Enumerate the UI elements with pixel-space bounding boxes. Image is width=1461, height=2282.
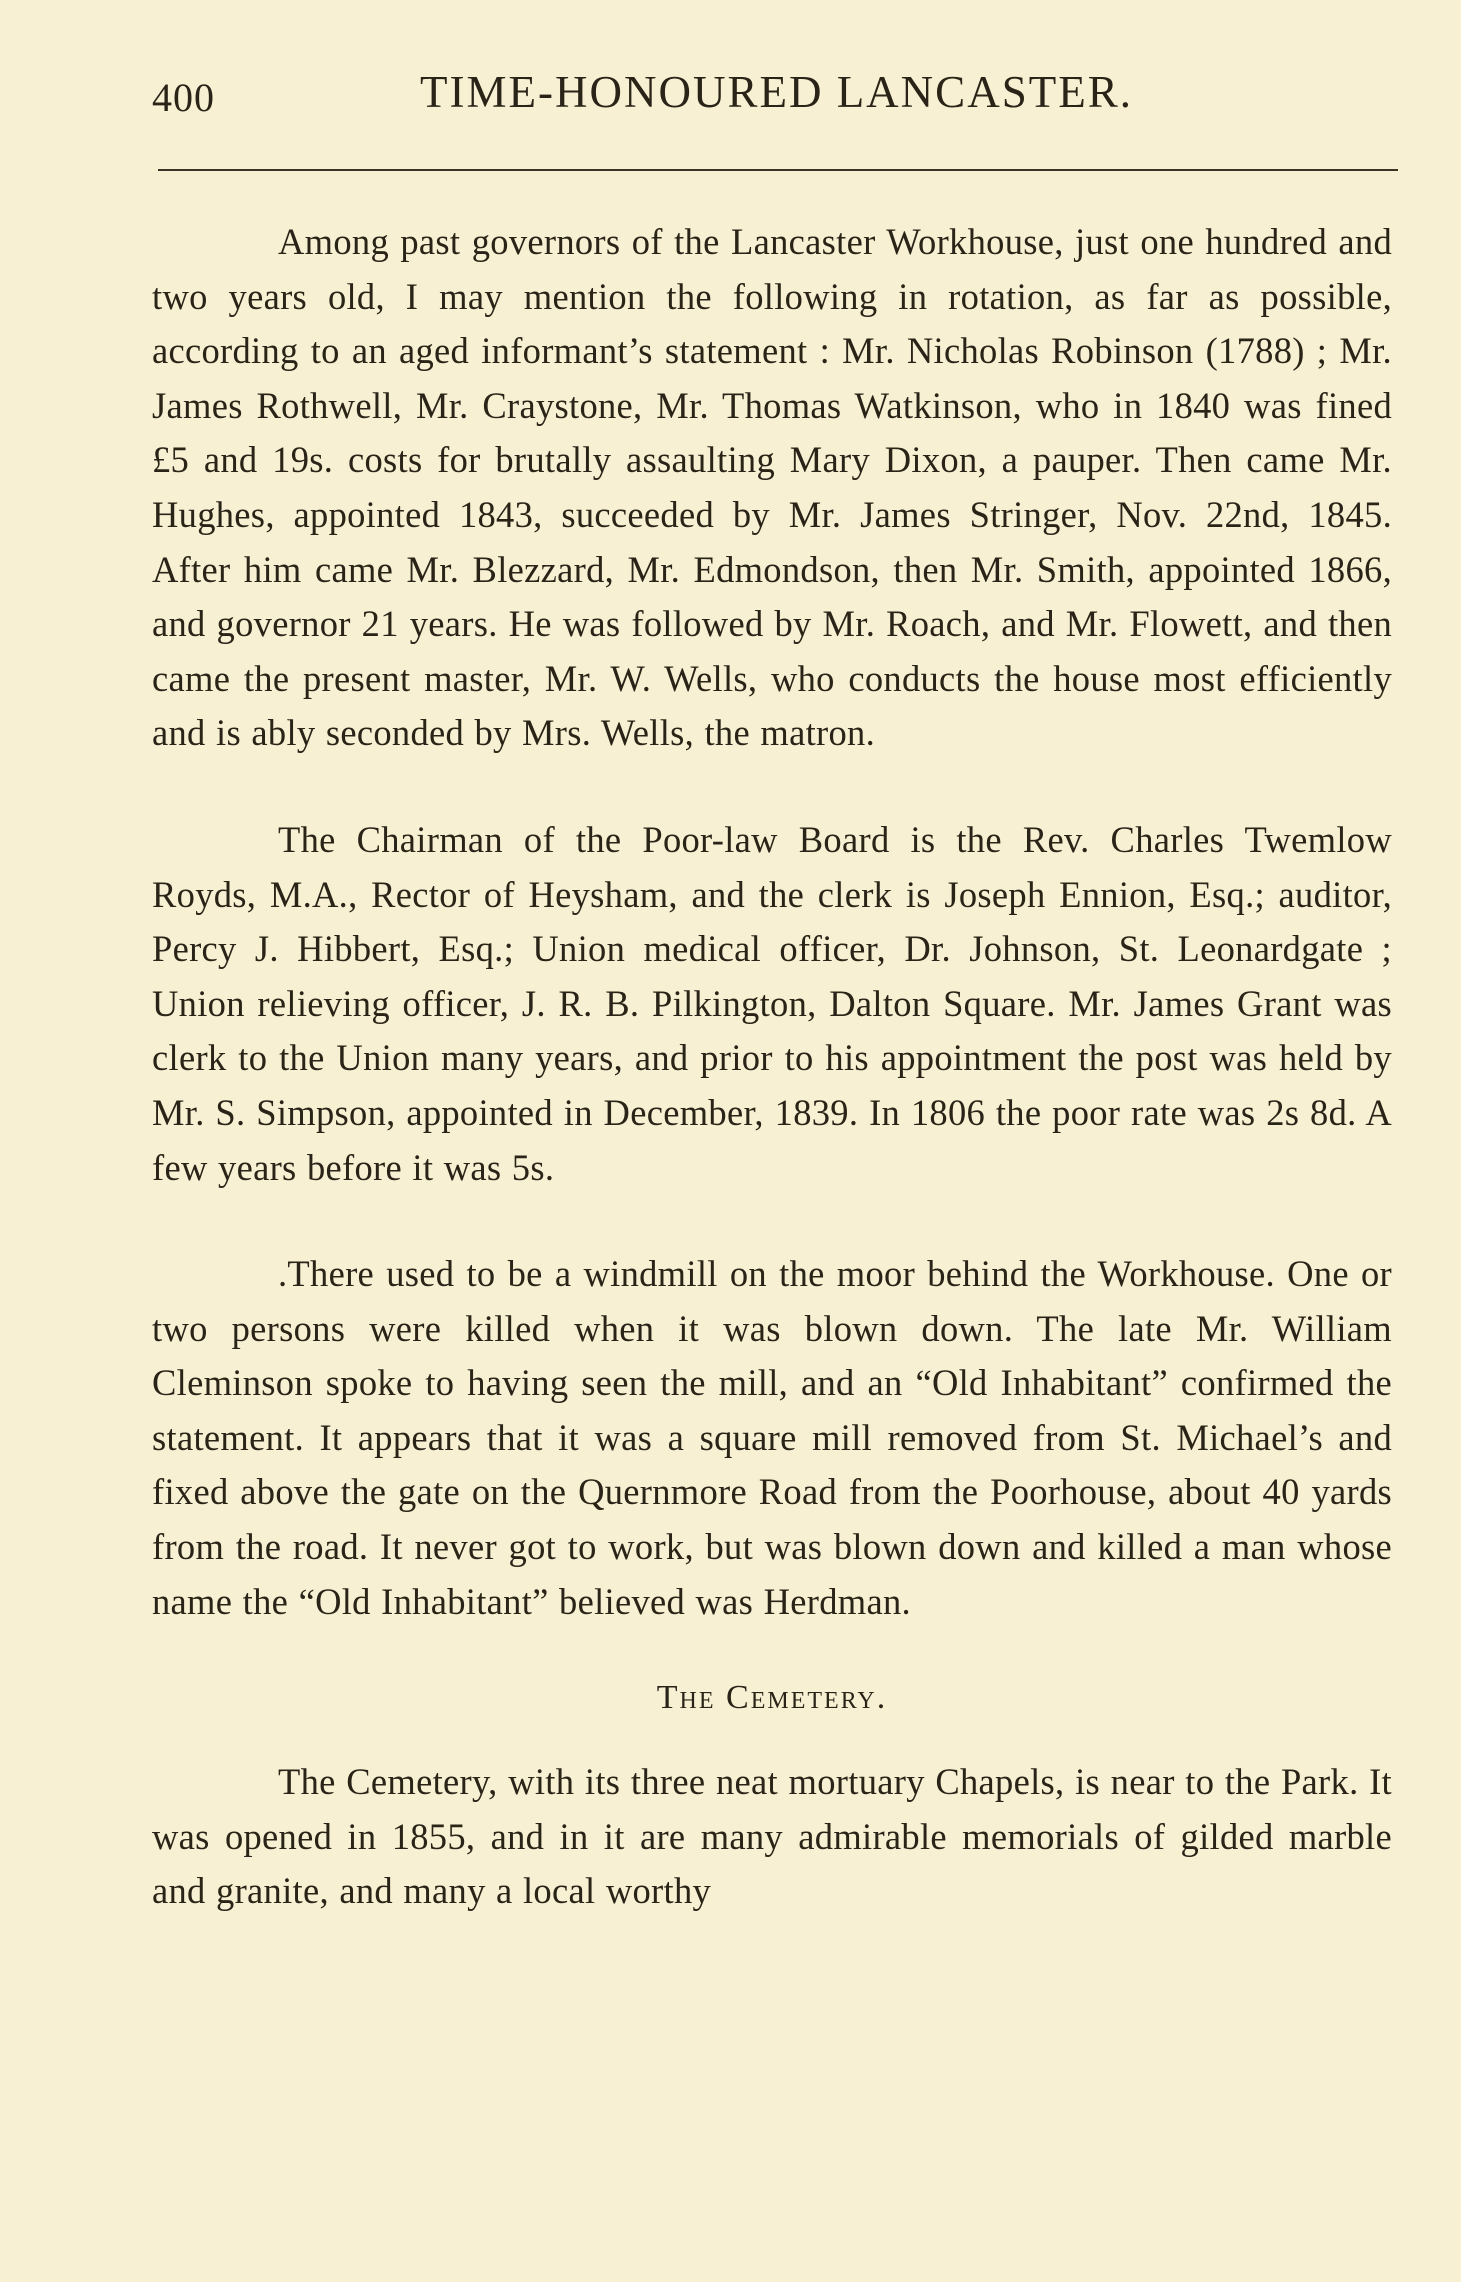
- paragraph-governors: Among past governors of the Lancaster Workhouse, just one hundred and two years old, I may mention the following in rotation, as far as possible, according to an aged informant’s statement : Mr. Nicholas Robinson (1788) ; Mr. James Rothwell, Mr. Craystone, Mr. Thomas Watkinson, who in 1840 was fined £5 and 19s. costs for brutally assaulting Mary Dixon, a pauper. Then came Mr. Hughes, appointed 1843, succeeded by Mr. James Stringer, Nov. 22nd, 1845. After him came Mr. Blezzard, Mr. Edmondson, then Mr. Smith, appointed 1866, and governor 21 years. He was followed by Mr. Roach, and Mr. Flowett, and then came the present master, Mr. W. Wells, who conducts the house most efficiently and is ably seconded by Mrs. Wells, the matron.: [152, 221, 1392, 754]
- running-title: TIME-HONOURED LANCASTER.: [420, 67, 1133, 117]
- body-text: [152, 215, 1392, 1919]
- paragraph-windmill: .There used to be a windmill on the moor behind the Workhouse. One or two persons were killed when it was blown down. The late Mr. William Cleminson spoke to having seen the mill, and an “Old Inhabitant” confirmed the statement. It appears that it was a square mill removed from St. Michael’s and fixed above the gate on the Quernmore Road from the Poorhouse, about 40 yards from the road. It never got to work, but was blown down and killed a man whose name the “Old Inhabitant” believed was Herdman.: [152, 1253, 1392, 1622]
- page-number: 400: [152, 75, 215, 120]
- header-rule: [158, 169, 1398, 171]
- paragraph-poor-law-board: The Chairman of the Poor-law Board is the Rev. Charles Twemlow Royds, M.A., Rector of Heysham, and the clerk is Joseph Ennion, Esq.; auditor, Percy J. Hibbert, Esq.; Union medical officer, Dr. Johnson, St. Leonardgate ; Union relieving officer, J. R. B. Pilkington, Dalton Square. Mr. James Grant was clerk to the Union many years, and prior to his appointment the post was held by Mr. S. Simpson, appointed in December, 1839. In 1806 the poor rate was 2s 8d. A few years before it was 5s.: [152, 818, 1392, 1188]
- section-heading-cemetery: The Cemetery.: [656, 1679, 888, 1717]
- paragraph-cemetery: The Cemetery, with its three neat mortuary Chapels, is near to the Park. It was opened in 1855, and in it are many admirable memorials of gilded marble and granite, and many a local worthy: [152, 1761, 1392, 1912]
- page-header: [152, 62, 1392, 122]
